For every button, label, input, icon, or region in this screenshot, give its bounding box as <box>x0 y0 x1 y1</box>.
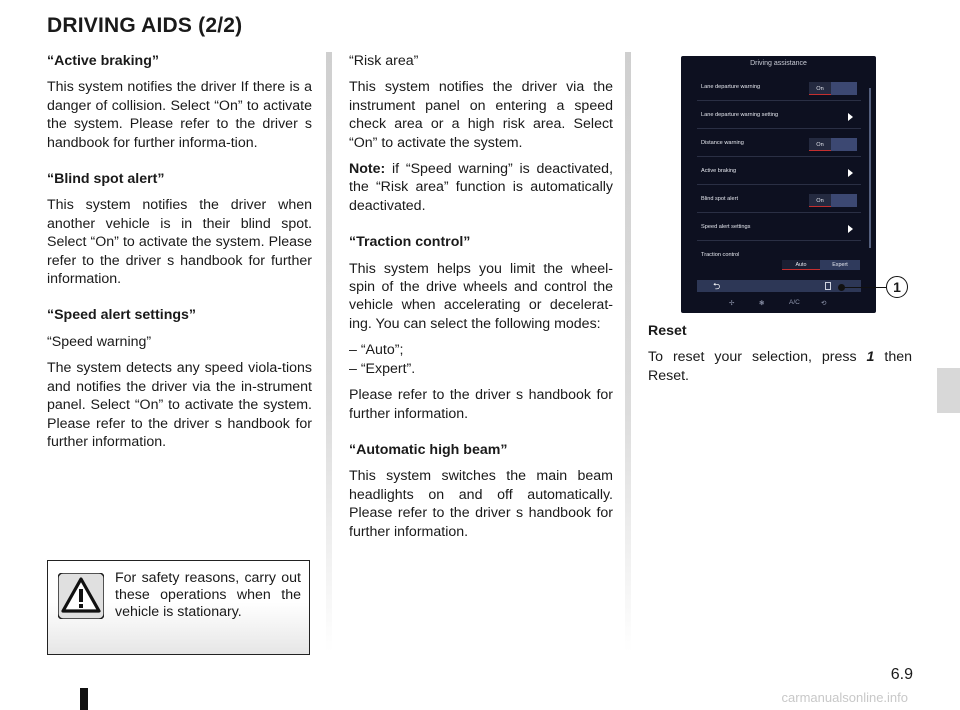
risk-area-label: “Risk area” <box>349 53 419 69</box>
reset-key: 1 <box>866 349 875 366</box>
toggle-off-segment <box>831 194 857 207</box>
traction-heading: “Traction control” <box>349 234 471 251</box>
watermark-text: carmanualsonline.info <box>781 690 908 705</box>
toggle-on-label: On <box>809 82 831 95</box>
chevron-right-icon <box>848 113 853 121</box>
screen-scrollbar[interactable] <box>869 88 871 248</box>
column-middle <box>349 52 613 549</box>
toggle-off-segment <box>831 82 857 95</box>
chevron-right-icon <box>848 169 853 177</box>
speed-alert-heading: “Speed alert settings” <box>47 307 197 324</box>
row-lane-departure-warning[interactable] <box>697 77 861 101</box>
safety-warning-box <box>47 560 310 655</box>
screen-nav-row <box>681 298 876 312</box>
active-braking-text: This system notifies the driver If there is a danger of collision. Select “On” to activate the system. Please refer to the driver s handbook for further informa-tion. <box>47 79 312 151</box>
row-label: Blind spot alert <box>701 196 739 202</box>
fan-icon[interactable]: ✢ <box>729 300 735 307</box>
active-braking-heading: “Active braking” <box>47 53 159 69</box>
page-title: DRIVING AIDS (2/2) <box>47 14 243 37</box>
row-label: Lane departure warning setting <box>701 112 779 118</box>
menu-icon[interactable] <box>825 282 831 290</box>
on-off-toggle[interactable] <box>809 138 857 151</box>
traction-refer-text: Please refer to the driver s handbook for further information. <box>349 387 613 422</box>
safety-warning-text: For safety reasons, carry out these operations when the vehicle is stationary. <box>115 570 301 620</box>
column-right <box>648 322 912 393</box>
chevron-right-icon <box>848 225 853 233</box>
note-text: if “Speed warning” is deactivated, the “Risk area” function is automatically deactivated. <box>349 161 613 214</box>
row-blind-spot-alert[interactable] <box>697 189 861 213</box>
recirculation-icon[interactable]: ⟲ <box>821 300 827 307</box>
toggle-on-label: On <box>809 194 831 207</box>
back-arrow-icon[interactable]: ⮌ <box>713 281 721 291</box>
mode-auto-item: – “Auto”; <box>349 342 404 359</box>
screen-bottom-bar <box>697 280 861 292</box>
row-label: Speed alert settings <box>701 224 751 230</box>
risk-area-text: This system notifies the driver via the instrument panel on entering a speed check area or a high risk area. Select “On” to activate the system. <box>349 79 613 151</box>
toggle-off-segment <box>831 138 857 151</box>
mode-expert-item: – “Expert”. <box>349 360 416 377</box>
row-label: Active braking <box>701 168 737 174</box>
reset-text-before: To reset your selection, press <box>648 349 867 366</box>
column-divider-1 <box>326 52 332 652</box>
high-beam-heading: “Automatic high beam” <box>349 441 508 458</box>
page-number: 6.9 <box>890 666 913 683</box>
speed-warning-text: The system detects any speed viola-tions and notifies the driver via the in-strument panel. Select “On” to activate the system. Please refer to the driver s handbook for further information. <box>47 360 312 450</box>
high-beam-text: This system switches the main beam headlights on and off automatically. Please refer to the driver s handbook for further information. <box>349 468 613 540</box>
row-lane-departure-setting[interactable] <box>697 105 861 129</box>
row-label: Traction control <box>701 252 740 258</box>
blind-spot-text: This system notifies the driver when another vehicle is in their blind spot. Select “On” to activate the system. Please refer to the driver s handbook for further information. <box>47 197 312 288</box>
toggle-on-label: On <box>809 138 831 151</box>
reset-text <box>648 348 912 385</box>
traction-expert-option[interactable]: Expert <box>832 262 848 268</box>
reset-heading: Reset <box>648 323 687 339</box>
traction-mode-selector[interactable] <box>782 260 860 270</box>
column-divider-2 <box>625 52 631 652</box>
traction-text: This system helps you limit the wheel-spin of the drive wheels and control the vehicle when accelerating or decelerat-ing. You can select the following modes: <box>349 260 613 332</box>
reset-text-after: then Reset. <box>648 349 912 384</box>
row-distance-warning[interactable] <box>697 133 861 157</box>
note-label: Note: <box>349 161 386 178</box>
callout-number: 1 <box>886 276 908 298</box>
speed-warning-label: “Speed warning” <box>47 333 152 350</box>
ac-label[interactable]: A/C <box>789 299 800 306</box>
column-left <box>47 52 312 459</box>
blind-spot-heading: “Blind spot alert” <box>47 171 165 188</box>
airflow-icon[interactable]: ❃ <box>759 300 765 307</box>
note-paragraph <box>349 160 613 215</box>
on-off-toggle[interactable] <box>809 82 857 95</box>
row-traction-control <box>697 245 861 275</box>
driving-assistance-screen <box>681 56 876 313</box>
warning-triangle-icon <box>58 573 104 619</box>
row-label: Lane departure warning <box>701 84 761 90</box>
row-active-braking[interactable] <box>697 161 861 185</box>
callout-line <box>842 287 886 288</box>
traction-auto-option[interactable]: Auto <box>782 260 820 270</box>
row-speed-alert-settings[interactable] <box>697 217 861 241</box>
row-label: Distance warning <box>701 140 744 146</box>
bottom-crop-mark <box>80 688 88 710</box>
chapter-side-tab <box>937 368 960 413</box>
screen-title: Driving assistance <box>750 60 807 67</box>
on-off-toggle[interactable] <box>809 194 857 207</box>
